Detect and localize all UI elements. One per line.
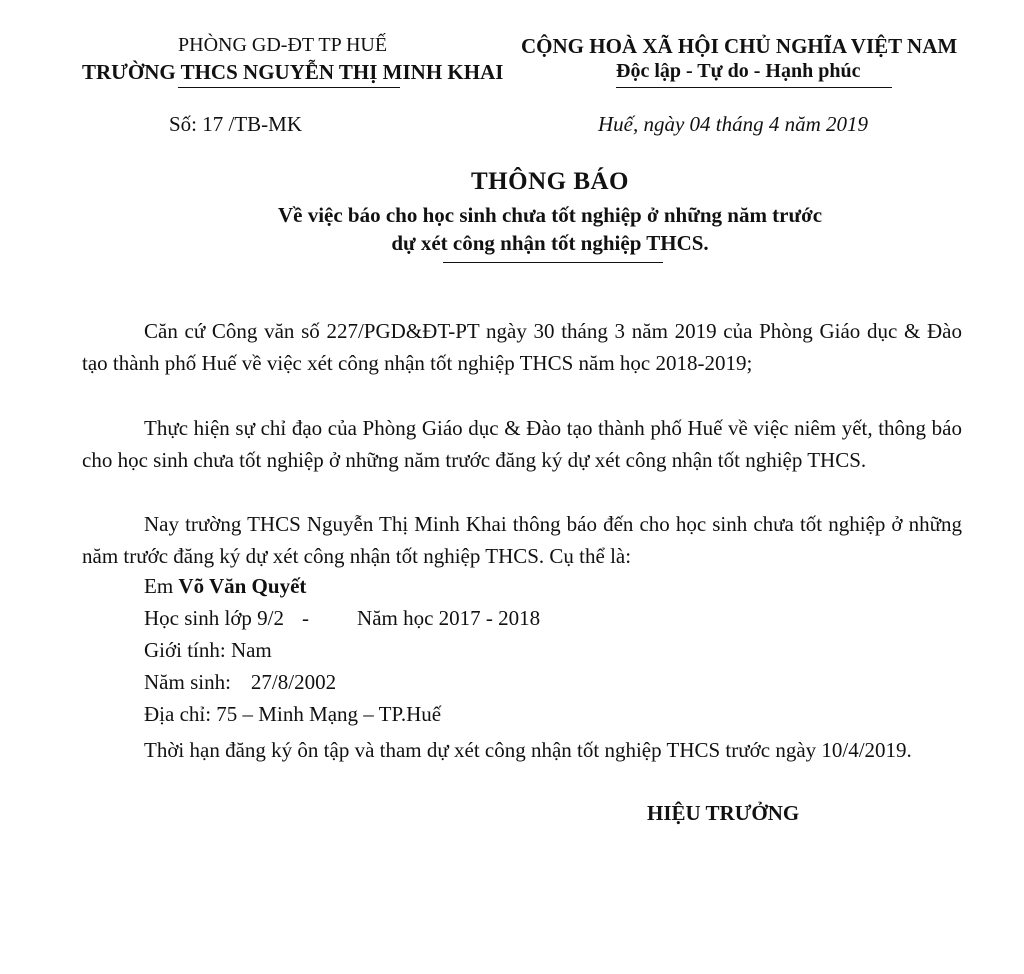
student-name: Võ Văn Quyết — [178, 574, 307, 598]
document-subtitle-line-1: Về việc báo cho học sinh chưa tốt nghiệp ở những năm trước — [277, 203, 823, 227]
student-school-year: Năm học 2017 - 2018 — [357, 606, 541, 630]
signature-title: HIỆU TRƯỞNG — [647, 801, 800, 825]
student-address: Địa chỉ: 75 – Minh Mạng – TP.Huế — [144, 702, 442, 726]
school-name-underline — [178, 87, 400, 88]
student-name-line — [144, 574, 306, 599]
document-date: Huế, ngày 04 tháng 4 năm 2019 — [598, 112, 869, 136]
paragraph-directive: Thực hiện sự chỉ đạo của Phòng Giáo dục & Đào tạo thành phố Huế về việc niêm yết, thông báo cho học sinh chưa tốt nghiệp ở những năm trước đăng ký dự xét công nhận tốt nghiệp THCS. — [82, 416, 962, 472]
document-subtitle-line-2: dự xét công nhận tốt nghiệp THCS. — [391, 231, 709, 255]
paragraph-announcement: Nay trường THCS Nguyễn Thị Minh Khai thông báo đến cho học sinh chưa tốt nghiệp ở những năm trước đăng ký dự xét công nhận tốt nghiệp THCS. Cụ thể là: — [82, 512, 962, 568]
birth-date: 27/8/2002 — [250, 670, 337, 694]
document-number: Số: 17 /TB-MK — [169, 112, 303, 136]
issuing-office: PHÒNG GD-ĐT TP HUẾ — [178, 34, 388, 56]
birth-label: Năm sinh: — [144, 670, 231, 694]
student-class: Học sinh lớp 9/2 — [144, 606, 285, 630]
student-gender: Giới tính: Nam — [144, 638, 272, 662]
national-title: CỘNG HOÀ XÃ HỘI CHỦ NGHĨA VIỆT NAM — [521, 34, 958, 58]
student-class-line — [144, 606, 540, 631]
school-name: TRƯỜNG THCS NGUYỄN THỊ MINH KHAI — [82, 60, 504, 84]
class-separator: - — [302, 606, 310, 630]
paragraph-legal-basis: Căn cứ Công văn số 227/PGD&ĐT-PT ngày 30 tháng 3 năm 2019 của Phòng Giáo dục & Đào tạo thành phố Huế về việc xét công nhận tốt nghiệp THCS năm học 2018-2019; — [82, 319, 962, 375]
document-title: THÔNG BÁO — [471, 168, 629, 195]
motto-underline — [616, 87, 892, 88]
student-birth-line — [144, 670, 336, 695]
student-prefix: Em — [144, 574, 174, 598]
paragraph-deadline: Thời hạn đăng ký ôn tập và tham dự xét công nhận tốt nghiệp THCS trước ngày 10/4/2019. — [144, 738, 912, 762]
national-motto: Độc lập - Tự do - Hạnh phúc — [616, 60, 861, 82]
title-underline — [443, 262, 663, 263]
